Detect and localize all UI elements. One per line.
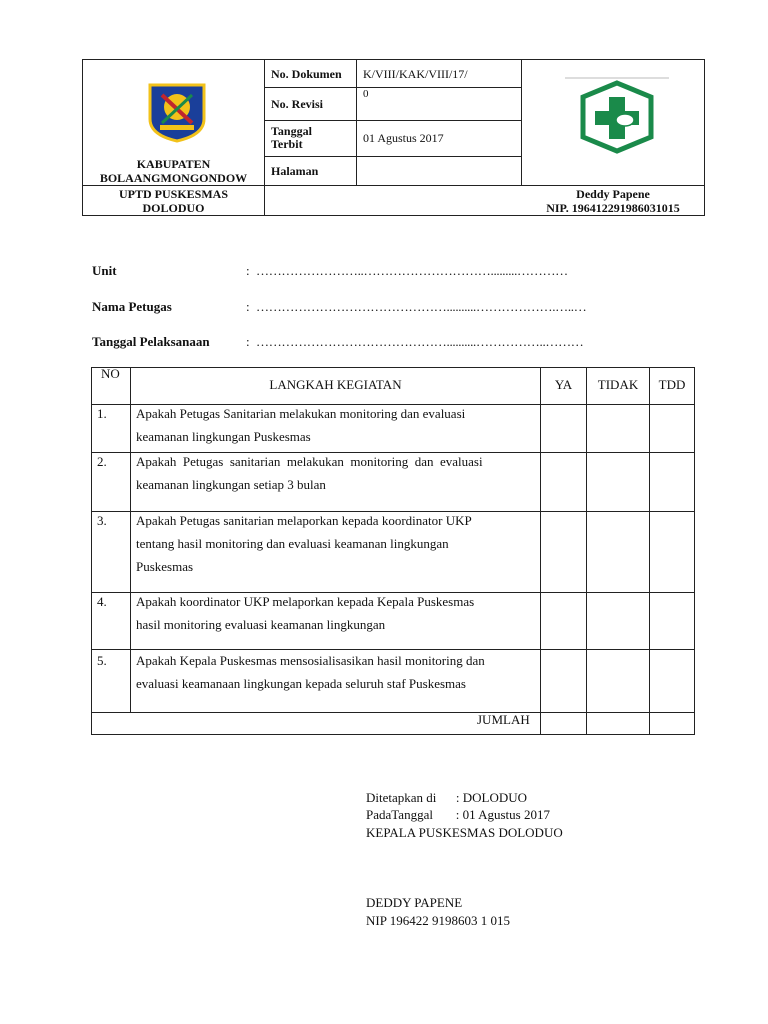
signature-name: DEDDY PAPENE [366, 895, 463, 910]
field-tanggal-colon: : [246, 334, 250, 349]
document-header [82, 59, 705, 216]
org-name-line2: BOLAANGMONGONDOW [99, 171, 248, 185]
date-label-line2: Terbit [271, 137, 303, 151]
field-nama-petugas-colon: : [246, 299, 250, 314]
checklist-table [91, 367, 695, 735]
signature-title: KEPALA PUSKESMAS DOLODUO [366, 825, 563, 840]
signature-place: Ditetapkan di : DOLODUO [366, 790, 528, 805]
row-step-line3: Puskesmas [136, 559, 194, 574]
row-step-line2: hasil monitoring evaluasi keamanan lingkungan [136, 617, 386, 632]
col-header-ya: YA [554, 377, 573, 392]
row-step-line1: Apakah Petugas Sanitarian melakukan monitoring dan evaluasi [136, 406, 466, 421]
row-step-line1: Apakah Petugas sanitarian melakukan monitoring dan evaluasi [136, 454, 483, 469]
puskesmas-logo-icon [565, 75, 669, 159]
revision-value: 0 [363, 88, 369, 100]
row-number: 1. [97, 406, 107, 421]
field-nama-petugas-input[interactable]: ………………………………………..........……………….…..… [256, 299, 587, 314]
row-step-line2: keamanan lingkungan Puskesmas [136, 429, 311, 444]
signature-nip: NIP 196422 9198603 1 015 [366, 913, 510, 928]
col-header-step: LANGKAH KEGIATAN [269, 377, 402, 392]
org-name-line1: KABUPATEN [136, 157, 211, 171]
field-unit-input[interactable]: ……………………..………………………….........………… [256, 263, 568, 278]
date-value: 01 Agustus 2017 [363, 131, 444, 145]
doc-no-value: K/VIII/KAK/VIII/17/ [363, 67, 468, 81]
signature-date: PadaTanggal : 01 Agustus 2017 [366, 807, 550, 822]
signer-nip: NIP. 196412291986031015 [546, 201, 680, 215]
row-number: 3. [97, 513, 107, 528]
revision-label: No. Revisi [271, 97, 323, 111]
field-tanggal-label: Tanggal Pelaksanaan [92, 334, 210, 349]
doc-no-label: No. Dokumen [271, 67, 342, 81]
total-label: JUMLAH [477, 712, 530, 727]
row-number: 2. [97, 454, 107, 469]
row-number: 5. [97, 653, 107, 668]
field-tanggal-input[interactable]: ………………………………………..........……………..……… [256, 334, 584, 349]
row-step-line1: Apakah Kepala Puskesmas mensosialisasikan hasil monitoring dan [136, 653, 485, 668]
date-label-line1: Tanggal [271, 124, 312, 138]
unit-name-line1: UPTD PUSKESMAS [118, 187, 228, 201]
col-header-tidak: TIDAK [597, 377, 639, 392]
page-label: Halaman [271, 164, 319, 178]
row-step-line2: keamanan lingkungan setiap 3 bulan [136, 477, 326, 492]
kabupaten-emblem-icon [146, 81, 208, 143]
col-header-no: NO [101, 366, 120, 381]
unit-name-line2: DOLODUO [142, 201, 205, 215]
row-step-line1: Apakah Petugas sanitarian melaporkan kepada koordinator UKP [136, 513, 472, 528]
field-nama-petugas-label: Nama Petugas [92, 299, 172, 314]
signer-name: Deddy Papene [576, 187, 650, 201]
row-step-line2: tentang hasil monitoring dan evaluasi keamanan lingkungan [136, 536, 449, 551]
field-unit-colon: : [246, 263, 250, 278]
row-step-line1: Apakah koordinator UKP melaporkan kepada Kepala Puskesmas [136, 594, 475, 609]
row-number: 4. [97, 594, 107, 609]
col-header-tdd: TDD [658, 377, 686, 392]
field-unit-label: Unit [92, 263, 117, 278]
row-step-line2: evaluasi keamanaan lingkungan kepada seluruh staf Puskesmas [136, 676, 466, 691]
